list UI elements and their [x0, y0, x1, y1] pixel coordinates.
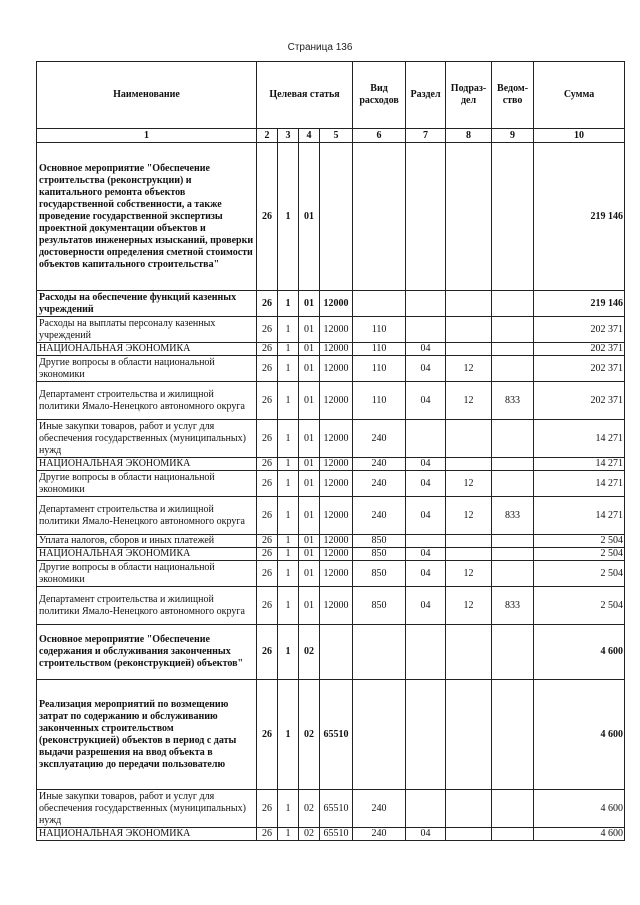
table-cell-expense-type: 110: [353, 317, 406, 343]
table-cell-department: [492, 291, 534, 317]
table-cell-sum: 219 146: [534, 143, 625, 291]
table-cell-name: НАЦИОНАЛЬНАЯ ЭКОНОМИКА: [37, 828, 257, 841]
table-cell-section: [406, 625, 446, 680]
table-row: [37, 458, 625, 471]
table-cell-department: [492, 356, 534, 382]
table-cell-target-subprogram: 1: [278, 420, 299, 458]
table-row: [37, 143, 625, 291]
table-cell-name: Иные закупки товаров, работ и услуг для обеспечения государственных (муниципальных) нужд: [37, 790, 257, 828]
table-cell-name: Основное мероприятие "Обеспечение строительства (реконструкции) и капитального ремонта объектов государственной собственности, а также проведение государственной экспертизы проектной документации объектов и результатов инженерных изысканий, проверки достоверности определения сметной стоимости объектов капитального строительства": [37, 143, 257, 291]
col-num: 8: [446, 129, 492, 143]
table-cell-section: 04: [406, 458, 446, 471]
table-cell-target-direction: 65510: [320, 680, 353, 790]
table-row: [37, 471, 625, 497]
table-cell-subsection: 12: [446, 356, 492, 382]
table-cell-target-program: 26: [257, 143, 278, 291]
table-cell-expense-type: 850: [353, 535, 406, 548]
header-row: [37, 62, 625, 129]
table-cell-subsection: 12: [446, 497, 492, 535]
table-cell-sum: 2 504: [534, 535, 625, 548]
table-row: [37, 317, 625, 343]
header-name: Наименование: [37, 62, 257, 129]
table-cell-target-direction: 12000: [320, 471, 353, 497]
table-cell-sum: 4 600: [534, 625, 625, 680]
table-cell-subsection: 12: [446, 561, 492, 587]
col-num: 1: [37, 129, 257, 143]
table-cell-sum: 202 371: [534, 382, 625, 420]
table-row: [37, 587, 625, 625]
table-cell-subsection: [446, 143, 492, 291]
table-row: [37, 680, 625, 790]
table-cell-target-event: 01: [299, 548, 320, 561]
table-cell-target-subprogram: 1: [278, 497, 299, 535]
table-cell-target-subprogram: 1: [278, 625, 299, 680]
table-cell-target-program: 26: [257, 471, 278, 497]
header-podrazdel: Подраз-дел: [446, 62, 492, 129]
table-cell-department: 833: [492, 587, 534, 625]
table-cell-sum: 2 504: [534, 561, 625, 587]
col-num: 6: [353, 129, 406, 143]
table-cell-target-subprogram: 1: [278, 458, 299, 471]
table-cell-target-direction: 12000: [320, 343, 353, 356]
table-cell-subsection: [446, 343, 492, 356]
table-cell-target-event: 01: [299, 471, 320, 497]
table-cell-target-direction: 65510: [320, 790, 353, 828]
table-cell-target-event: 01: [299, 420, 320, 458]
table-cell-subsection: [446, 420, 492, 458]
table-cell-target-program: 26: [257, 535, 278, 548]
table-cell-target-subprogram: 1: [278, 356, 299, 382]
table-cell-target-direction: 12000: [320, 535, 353, 548]
table-cell-target-program: 26: [257, 356, 278, 382]
table-cell-name: Расходы на выплаты персоналу казенных учреждений: [37, 317, 257, 343]
table-row: [37, 356, 625, 382]
table-cell-section: [406, 790, 446, 828]
table-cell-section: 04: [406, 587, 446, 625]
table-cell-expense-type: 110: [353, 356, 406, 382]
table-row: [37, 343, 625, 356]
table-cell-expense-type: 240: [353, 458, 406, 471]
table-cell-target-direction: [320, 625, 353, 680]
table-cell-target-event: 01: [299, 343, 320, 356]
table-cell-department: [492, 535, 534, 548]
table-cell-department: [492, 561, 534, 587]
table-cell-target-program: 26: [257, 790, 278, 828]
table-cell-target-subprogram: 1: [278, 317, 299, 343]
table-cell-subsection: [446, 680, 492, 790]
table-cell-target-subprogram: 1: [278, 471, 299, 497]
table-cell-target-direction: 12000: [320, 561, 353, 587]
table-cell-target-program: 26: [257, 343, 278, 356]
table-cell-expense-type: 110: [353, 382, 406, 420]
table-cell-subsection: [446, 291, 492, 317]
table-cell-target-event: 01: [299, 317, 320, 343]
table-cell-subsection: [446, 317, 492, 343]
table-cell-target-event: 01: [299, 561, 320, 587]
table-cell-target-program: 26: [257, 291, 278, 317]
table-cell-name: Иные закупки товаров, работ и услуг для обеспечения государственных (муниципальных) нужд: [37, 420, 257, 458]
table-cell-name: НАЦИОНАЛЬНАЯ ЭКОНОМИКА: [37, 458, 257, 471]
table-cell-expense-type: 850: [353, 587, 406, 625]
table-cell-target-subprogram: 1: [278, 828, 299, 841]
table-cell-expense-type: 240: [353, 790, 406, 828]
table-cell-target-subprogram: 1: [278, 291, 299, 317]
table-cell-target-direction: 12000: [320, 317, 353, 343]
table-cell-target-direction: 12000: [320, 356, 353, 382]
table-cell-name: Уплата налогов, сборов и иных платежей: [37, 535, 257, 548]
table-row: [37, 535, 625, 548]
table-cell-sum: 14 271: [534, 471, 625, 497]
table-cell-expense-type: 240: [353, 471, 406, 497]
table-cell-sum: 202 371: [534, 356, 625, 382]
table-row: [37, 828, 625, 841]
table-cell-name: Другие вопросы в области национальной экономики: [37, 356, 257, 382]
table-cell-target-subprogram: 1: [278, 143, 299, 291]
table-cell-department: [492, 828, 534, 841]
table-cell-target-event: 01: [299, 356, 320, 382]
column-number-row: [37, 129, 625, 143]
col-num: 2: [257, 129, 278, 143]
table-cell-section: 04: [406, 343, 446, 356]
table-cell-target-direction: 12000: [320, 587, 353, 625]
table-cell-department: [492, 458, 534, 471]
col-num: 10: [534, 129, 625, 143]
table-cell-target-subprogram: 1: [278, 343, 299, 356]
table-cell-section: 04: [406, 356, 446, 382]
page-number: Страница 136: [287, 42, 353, 53]
table-row: [37, 497, 625, 535]
table-cell-target-program: 26: [257, 548, 278, 561]
col-num: 3: [278, 129, 299, 143]
table-cell-section: [406, 291, 446, 317]
table-cell-name: Расходы на обеспечение функций казенных учреждений: [37, 291, 257, 317]
table-row: [37, 790, 625, 828]
table-cell-target-program: 26: [257, 420, 278, 458]
table-cell-sum: 14 271: [534, 458, 625, 471]
table-cell-target-subprogram: 1: [278, 535, 299, 548]
table-cell-expense-type: 240: [353, 497, 406, 535]
table-cell-target-direction: 65510: [320, 828, 353, 841]
table-cell-name: Основное мероприятие "Обеспечение содержания и обслуживания законченных строительством (реконструкцией) объектов": [37, 625, 257, 680]
table-cell-target-event: 02: [299, 680, 320, 790]
table-cell-department: [492, 343, 534, 356]
table-cell-target-program: 26: [257, 317, 278, 343]
table-cell-department: [492, 548, 534, 561]
table-cell-expense-type: 240: [353, 420, 406, 458]
header-razdel: Раздел: [406, 62, 446, 129]
table-cell-sum: 202 371: [534, 343, 625, 356]
col-num: 4: [299, 129, 320, 143]
table-cell-target-subprogram: 1: [278, 587, 299, 625]
table-cell-subsection: 12: [446, 471, 492, 497]
table-row: [37, 382, 625, 420]
table-cell-target-program: 26: [257, 587, 278, 625]
table-cell-section: 04: [406, 548, 446, 561]
table-cell-target-direction: 12000: [320, 420, 353, 458]
table-cell-subsection: [446, 458, 492, 471]
table-cell-target-program: 26: [257, 458, 278, 471]
table-cell-subsection: [446, 535, 492, 548]
table-cell-target-direction: 12000: [320, 291, 353, 317]
table-cell-target-subprogram: 1: [278, 382, 299, 420]
table-cell-department: [492, 317, 534, 343]
table-cell-subsection: [446, 548, 492, 561]
table-cell-department: [492, 625, 534, 680]
table-cell-department: [492, 680, 534, 790]
table-cell-department: [492, 143, 534, 291]
table-cell-subsection: 12: [446, 382, 492, 420]
table-cell-section: [406, 680, 446, 790]
table-cell-expense-type: [353, 625, 406, 680]
table-cell-expense-type: [353, 291, 406, 317]
table-cell-department: [492, 790, 534, 828]
table-cell-expense-type: [353, 680, 406, 790]
table-row: [37, 561, 625, 587]
table-cell-target-program: 26: [257, 382, 278, 420]
table-row: [37, 625, 625, 680]
table-cell-name: Реализация мероприятий по возмещению затрат по содержанию и обслуживанию законченных строительством (реконструкцией) объектов в период с даты выдачи разрешения на ввод объекта в эксплуатацию до передачи пользователю: [37, 680, 257, 790]
table-cell-target-direction: 12000: [320, 497, 353, 535]
table-cell-name: Департамент строительства и жилищной политики Ямало-Ненецкого автономного округа: [37, 497, 257, 535]
table-cell-target-program: 26: [257, 625, 278, 680]
table-cell-sum: 219 146: [534, 291, 625, 317]
table-cell-target-direction: 12000: [320, 548, 353, 561]
table-cell-target-event: 01: [299, 458, 320, 471]
table-cell-section: [406, 420, 446, 458]
table-cell-sum: 202 371: [534, 317, 625, 343]
table-cell-target-direction: 12000: [320, 458, 353, 471]
table-cell-department: 833: [492, 497, 534, 535]
table-cell-target-event: 01: [299, 535, 320, 548]
table-cell-name: НАЦИОНАЛЬНАЯ ЭКОНОМИКА: [37, 343, 257, 356]
header-summa: Сумма: [534, 62, 625, 129]
table-cell-section: [406, 535, 446, 548]
table-cell-section: [406, 143, 446, 291]
table-cell-target-direction: 12000: [320, 382, 353, 420]
table-cell-name: Другие вопросы в области национальной экономики: [37, 561, 257, 587]
table-cell-target-event: 01: [299, 291, 320, 317]
table-cell-subsection: 12: [446, 587, 492, 625]
table-cell-subsection: [446, 828, 492, 841]
table-cell-section: 04: [406, 471, 446, 497]
table-cell-expense-type: 850: [353, 548, 406, 561]
header-vedomstvo: Ведом-ство: [492, 62, 534, 129]
table-cell-target-event: 01: [299, 497, 320, 535]
table-cell-section: 04: [406, 828, 446, 841]
table-cell-target-program: 26: [257, 561, 278, 587]
table-cell-department: [492, 420, 534, 458]
table-row: [37, 548, 625, 561]
col-num: 9: [492, 129, 534, 143]
table-cell-sum: 14 271: [534, 420, 625, 458]
table-cell-target-event: 01: [299, 382, 320, 420]
table-cell-sum: 4 600: [534, 790, 625, 828]
table-cell-sum: 2 504: [534, 548, 625, 561]
table-cell-subsection: [446, 790, 492, 828]
table-cell-subsection: [446, 625, 492, 680]
budget-table: [36, 61, 625, 841]
header-target: Целевая статья: [257, 62, 353, 129]
table-cell-sum: 4 600: [534, 680, 625, 790]
table-cell-name: Другие вопросы в области национальной экономики: [37, 471, 257, 497]
table-cell-target-program: 26: [257, 680, 278, 790]
table-cell-sum: 4 600: [534, 828, 625, 841]
table-cell-target-event: 02: [299, 828, 320, 841]
table-cell-target-subprogram: 1: [278, 548, 299, 561]
table-cell-target-program: 26: [257, 828, 278, 841]
header-vid: Вид расходов: [353, 62, 406, 129]
table-cell-target-event: 01: [299, 587, 320, 625]
table-cell-expense-type: 110: [353, 343, 406, 356]
col-num: 7: [406, 129, 446, 143]
table-cell-sum: 14 271: [534, 497, 625, 535]
table-cell-target-subprogram: 1: [278, 790, 299, 828]
table-cell-section: 04: [406, 561, 446, 587]
table-row: [37, 291, 625, 317]
table-cell-name: Департамент строительства и жилищной политики Ямало-Ненецкого автономного округа: [37, 587, 257, 625]
table-cell-sum: 2 504: [534, 587, 625, 625]
table-cell-department: [492, 471, 534, 497]
col-num: 5: [320, 129, 353, 143]
table-cell-section: 04: [406, 497, 446, 535]
table-cell-target-event: 02: [299, 790, 320, 828]
table-cell-target-subprogram: 1: [278, 680, 299, 790]
table-cell-expense-type: [353, 143, 406, 291]
table-cell-section: 04: [406, 382, 446, 420]
table-cell-department: 833: [492, 382, 534, 420]
table-row: [37, 420, 625, 458]
table-cell-target-direction: [320, 143, 353, 291]
table-cell-name: НАЦИОНАЛЬНАЯ ЭКОНОМИКА: [37, 548, 257, 561]
table-cell-name: Департамент строительства и жилищной политики Ямало-Ненецкого автономного округа: [37, 382, 257, 420]
table-cell-expense-type: 240: [353, 828, 406, 841]
table-cell-target-event: 02: [299, 625, 320, 680]
table-cell-section: [406, 317, 446, 343]
table-cell-expense-type: 850: [353, 561, 406, 587]
table-cell-target-program: 26: [257, 497, 278, 535]
table-cell-target-subprogram: 1: [278, 561, 299, 587]
table-cell-target-event: 01: [299, 143, 320, 291]
